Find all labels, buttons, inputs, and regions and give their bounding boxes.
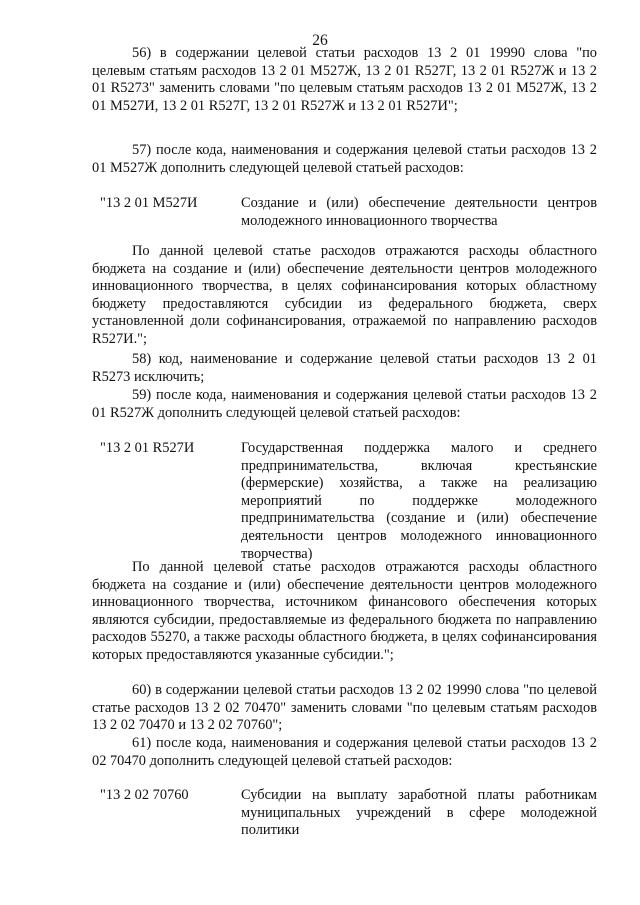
- budget-description: Государственная поддержка малого и среднего предпринимательства, включая крестьянские (фермерские) хозяйства, а также на реализацию мероприятий по поддержке молодежного предпринимательства (создание и (или) обеспечение деятельности центров молодежного инновационного творчества): [241, 440, 597, 562]
- paragraph-56: 56) в содержании целевой статьи расходов 13 2 01 19990 слова "по целевым статьям расходов 13 2 01 M527Ж, 13 2 01 R527Г, 13 2 01 R527Ж и 13 2 01 R5273" заменить словами "по целевым статьям расходов 13 2 01 M527Ж, 13 2 01 M527И, 13 2 01 R527Г, 13 2 01 R527Ж и 13 2 01 R527И";: [92, 45, 597, 114]
- budget-code: "13 2 02 70760: [100, 787, 189, 803]
- page-number: 26: [312, 32, 328, 49]
- paragraph-60: 60) в содержании целевой статьи расходов 13 2 02 19990 слова "по целевой статье расходов 13 2 02 70470" заменить словами "по целевым статьям расходов 13 2 02 70470 и 13 2 02 70760";: [92, 682, 597, 734]
- paragraph-57: 57) после кода, наименования и содержания целевой статьи расходов 13 2 01 M527Ж дополнить следующей целевой статьей расходов:: [92, 142, 597, 176]
- paragraph-61: 61) после кода, наименования и содержания целевой статьи расходов 13 2 02 70470 дополнить следующей целевой статьей расходов:: [92, 735, 597, 769]
- paragraph-59: 59) после кода, наименования и содержания целевой статьи расходов 13 2 01 R527Ж дополнить следующей целевой статьей расходов:: [92, 387, 597, 421]
- paragraph-58: 58) код, наименование и содержание целевой статьи расходов 13 2 01 R5273 исключить;: [92, 351, 597, 385]
- budget-code: "13 2 01 R527И: [100, 440, 195, 456]
- budget-description: Создание и (или) обеспечение деятельности центров молодежного инновационного творчества: [241, 195, 597, 229]
- budget-code: "13 2 01 M527И: [100, 195, 198, 211]
- budget-description: Субсидии на выплату заработной платы работникам муниципальных учреждений в сфере молодежной политики: [241, 787, 597, 839]
- paragraph-description-1: По данной целевой статье расходов отражаются расходы областного бюджета на создание и (или) обеспечение деятельности центров молодежного инновационного творчества, в целях софинансирования которых областному бюджету предоставляются субсидии из федерального бюджета, сверх установленной доли софинансирования, отражаемой по направлению расходов R527И.";: [92, 243, 597, 347]
- paragraph-description-2: По данной целевой статье расходов отражаются расходы областного бюджета на создание и (или) обеспечение деятельности центров молодежного инновационного творчества, источником финансового обеспечения которых являются субсидии, предоставляемые из федерального бюджета по направлению расходов 55270, а также расходы областного бюджета, в целях софинансирования которых предоставляются указанные субсидии.";: [92, 559, 597, 663]
